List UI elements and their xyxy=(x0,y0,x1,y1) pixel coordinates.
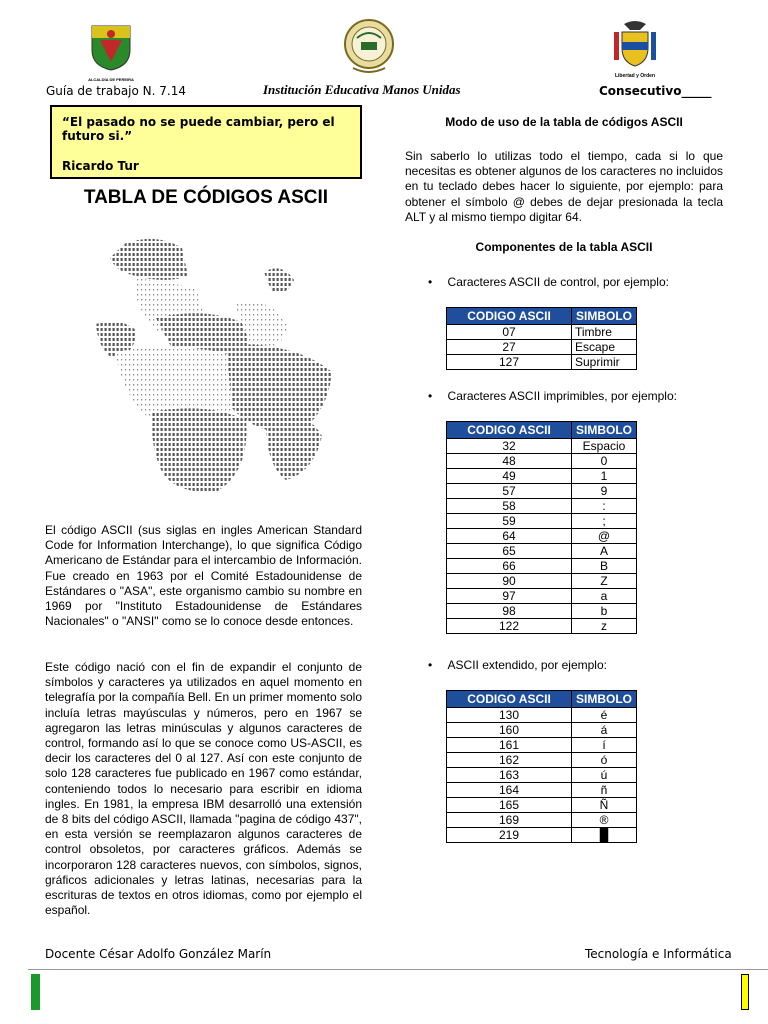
colombia-coat-of-arms xyxy=(610,18,660,82)
code-cell: 98 xyxy=(447,604,572,619)
history-paragraph: Este código nació con el fin de expandir el conjunto de símbolos y caracteres ya utilizados en aquel momento en telegrafía por la compañía Bell. En un primer momento solo incluía letras mayúsculas y números, pero en 1967 se agregaron las letras minúsculas y algunos caracteres de control, formando así lo que se conoce como US-ASCII, es decir los caracteres del 0 al 127. Así con este conjunto de solo 128 caracteres fue publicado en 1967 como estándar, conteniendo todos lo necesario para escribir en idioma ingles. En 1981, la empresa IBM desarrolló una extensión de 8 bits del código ASCII, llamada "pagina de código 437", en esta versión se reemplazaron algunos caracteres de control obsoletos, por caracteres gráficos. Además se incorporaron 128 caracteres nuevos, con símbolos, signos, gráficos adicionales y letras latinas, necesarias para la escrituras de textos en otros idiomas, como por ejemplo el español. xyxy=(45,660,362,918)
code-cell: 161 xyxy=(447,738,572,753)
code-cell: 66 xyxy=(447,559,572,574)
page-title: TABLA DE CÓDIGOS ASCII xyxy=(83,187,329,208)
code-cell: 122 xyxy=(447,619,572,634)
code-cell: 165 xyxy=(447,798,572,813)
symbol-cell: Suprimir xyxy=(572,355,637,370)
code-cell: 169 xyxy=(447,813,572,828)
symbol-cell: A xyxy=(572,544,637,559)
coat-of-arms-caption: Libertad y Orden xyxy=(614,73,655,79)
extended-bullet xyxy=(428,658,607,672)
table-header-row xyxy=(447,308,637,325)
table-row xyxy=(447,768,637,783)
table-row xyxy=(447,499,637,514)
printable-bullet-text: Caracteres ASCII imprimibles, por ejemplo: xyxy=(447,389,677,403)
symbol-cell: 0 xyxy=(572,454,637,469)
symbol-cell: █ xyxy=(572,828,637,843)
ascii-art-mario-image xyxy=(96,232,336,496)
symbol-cell: B xyxy=(572,559,637,574)
code-cell: 64 xyxy=(447,529,572,544)
guide-number: Guía de trabajo N. 7.14 xyxy=(46,84,186,98)
code-cell: 48 xyxy=(447,454,572,469)
symbol-cell: í xyxy=(572,738,637,753)
symbol-cell: ® xyxy=(572,813,637,828)
printable-bullet xyxy=(428,389,677,403)
code-cell: 59 xyxy=(447,514,572,529)
bullet-dot: • xyxy=(428,658,433,672)
table-row xyxy=(447,798,637,813)
code-cell: 65 xyxy=(447,544,572,559)
control-bullet-text: Caracteres ASCII de control, por ejemplo: xyxy=(447,275,669,289)
institution-name: Institución Educativa Manos Unidas xyxy=(263,82,461,97)
col-symbol-header: SIMBOLO xyxy=(572,422,637,439)
code-cell: 130 xyxy=(447,708,572,723)
extended-table xyxy=(446,690,637,843)
footer-yellow-bar xyxy=(741,974,749,1010)
table-row xyxy=(447,813,637,828)
table-row xyxy=(447,574,637,589)
table-row xyxy=(447,723,637,738)
symbol-cell: Timbre xyxy=(572,325,637,340)
col-code-header: CODIGO ASCII xyxy=(447,422,572,439)
col-code-header: CODIGO ASCII xyxy=(447,691,572,708)
code-cell: 219 xyxy=(447,828,572,843)
components-title: Componentes de la tabla ASCII xyxy=(475,240,653,254)
printable-table xyxy=(446,421,637,634)
symbol-cell: Z xyxy=(572,574,637,589)
table-row xyxy=(447,619,637,634)
usage-paragraph: Sin saberlo lo utilizas todo el tiempo, cada si lo que necesitas es obtener algunos de los caracteres no incluidos en tu teclado debes hacer lo siguiente, por ejemplo: para obtener el símbolo @ debes de dejar presionada la tecla ALT y al mismo tiempo digitar 64. xyxy=(405,149,723,224)
symbol-cell: a xyxy=(572,589,637,604)
symbol-cell: Escape xyxy=(572,340,637,355)
pereira-logo xyxy=(88,22,134,80)
table-row xyxy=(447,708,637,723)
code-cell: 160 xyxy=(447,723,572,738)
col-symbol-header: SIMBOLO xyxy=(572,691,637,708)
symbol-cell: z xyxy=(572,619,637,634)
code-cell: 163 xyxy=(447,768,572,783)
quote-author: Ricardo Tur xyxy=(62,159,139,173)
symbol-cell: ú xyxy=(572,768,637,783)
table-row xyxy=(447,439,637,454)
footer-divider xyxy=(28,969,768,970)
table-row xyxy=(447,828,637,843)
table-row xyxy=(447,454,637,469)
quote-text: “El pasado no se puede cambiar, pero el futuro si.” xyxy=(62,115,335,143)
table-row xyxy=(447,544,637,559)
symbol-cell: 9 xyxy=(572,484,637,499)
extended-bullet-text: ASCII extendido, por ejemplo: xyxy=(447,658,607,672)
col-code-header: CODIGO ASCII xyxy=(447,308,572,325)
symbol-cell: ñ xyxy=(572,783,637,798)
code-cell: 57 xyxy=(447,484,572,499)
symbol-cell: é xyxy=(572,708,637,723)
code-cell: 07 xyxy=(447,325,572,340)
col-symbol-header: SIMBOLO xyxy=(572,308,637,325)
table-row xyxy=(447,738,637,753)
code-cell: 32 xyxy=(447,439,572,454)
footer-green-bar xyxy=(31,974,40,1010)
table-row xyxy=(447,355,637,370)
symbol-cell: Ñ xyxy=(572,798,637,813)
intro-paragraph: El código ASCII (sus siglas en ingles American Standard Code for Information Interchange), lo que significa Código Americano de Estándar para el intercambio de Información. Fue creado en 1963 por el Comité Estadounidense de Estándares o "ASA", este organismo cambio su nombre en 1969 por "Instituto Estadounidense de Estándares Nacionales" o "ANSI" como se lo conoce desde entonces. xyxy=(45,523,362,629)
code-cell: 58 xyxy=(447,499,572,514)
institution-seal xyxy=(343,16,395,78)
table-row xyxy=(447,325,637,340)
usage-title: Modo de uso de la tabla de códigos ASCII xyxy=(445,115,683,129)
table-row xyxy=(447,340,637,355)
bullet-dot: • xyxy=(428,389,433,403)
table-row xyxy=(447,589,637,604)
control-table xyxy=(446,307,637,370)
table-row xyxy=(447,783,637,798)
table-row xyxy=(447,753,637,768)
code-cell: 162 xyxy=(447,753,572,768)
control-bullet xyxy=(428,275,669,289)
table-row xyxy=(447,559,637,574)
quote-box xyxy=(50,105,362,179)
table-row xyxy=(447,469,637,484)
symbol-cell: á xyxy=(572,723,637,738)
teacher-name: Docente César Adolfo González Marín xyxy=(45,947,272,961)
code-cell: 27 xyxy=(447,340,572,355)
code-cell: 97 xyxy=(447,589,572,604)
bullet-dot: • xyxy=(428,275,433,289)
pereira-logo-caption: ALCALDÍA DE PEREIRA xyxy=(88,77,134,82)
symbol-cell: Espacio xyxy=(572,439,637,454)
symbol-cell: b xyxy=(572,604,637,619)
subject-name: Tecnología e Informática xyxy=(585,947,732,961)
code-cell: 127 xyxy=(447,355,572,370)
table-header-row xyxy=(447,422,637,439)
code-cell: 49 xyxy=(447,469,572,484)
code-cell: 90 xyxy=(447,574,572,589)
table-row xyxy=(447,529,637,544)
table-header-row xyxy=(447,691,637,708)
symbol-cell: : xyxy=(572,499,637,514)
symbol-cell: ó xyxy=(572,753,637,768)
table-row xyxy=(447,484,637,499)
table-row xyxy=(447,604,637,619)
table-row xyxy=(447,514,637,529)
consecutive-field: Consecutivo_____ xyxy=(599,84,712,98)
symbol-cell: @ xyxy=(572,529,637,544)
symbol-cell: 1 xyxy=(572,469,637,484)
code-cell: 164 xyxy=(447,783,572,798)
symbol-cell: ; xyxy=(572,514,637,529)
